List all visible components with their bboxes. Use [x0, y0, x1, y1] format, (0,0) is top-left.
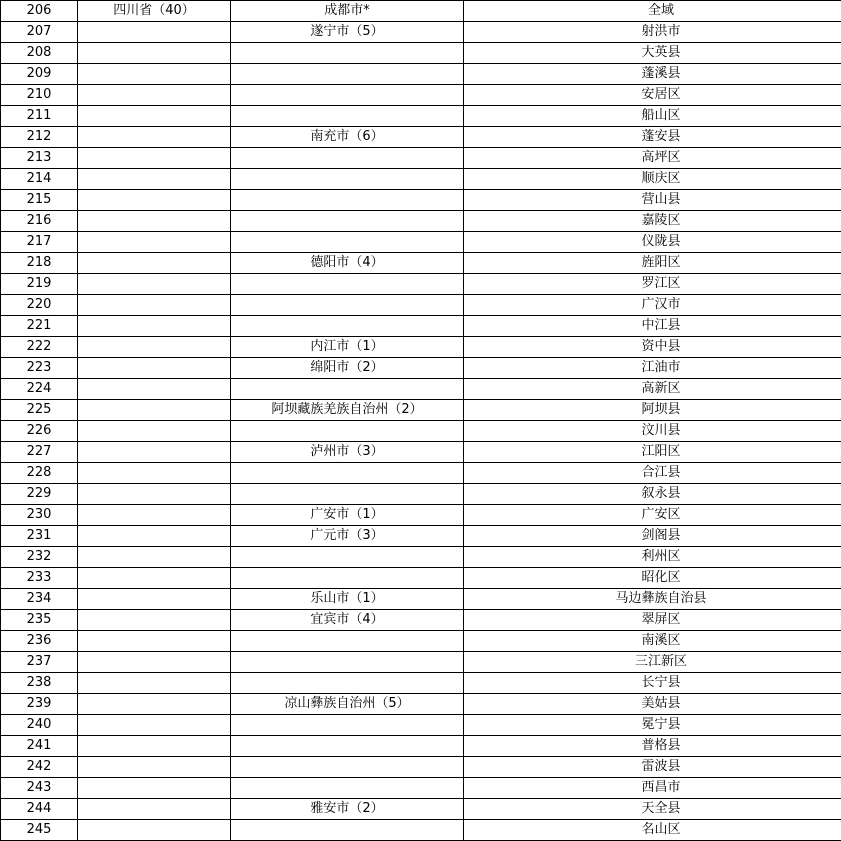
cell-area: 高坪区 [464, 148, 841, 169]
cell-province [78, 400, 231, 421]
cell-province [78, 106, 231, 127]
cell-index: 219 [1, 274, 78, 295]
cell-province [78, 526, 231, 547]
cell-province [78, 820, 231, 841]
cell-index: 238 [1, 673, 78, 694]
table-row [1, 316, 841, 337]
table-row [1, 337, 841, 358]
cell-city [231, 295, 464, 316]
cell-province [78, 673, 231, 694]
cell-index: 226 [1, 421, 78, 442]
cell-city [231, 421, 464, 442]
cell-index: 236 [1, 631, 78, 652]
cell-city [231, 274, 464, 295]
cell-area: 合江县 [464, 463, 841, 484]
cell-area: 安居区 [464, 85, 841, 106]
cell-index: 207 [1, 22, 78, 43]
cell-area: 旌阳区 [464, 253, 841, 274]
cell-province [78, 22, 231, 43]
cell-index: 228 [1, 463, 78, 484]
cell-province [78, 253, 231, 274]
cell-area: 普格县 [464, 736, 841, 757]
cell-index: 242 [1, 757, 78, 778]
cell-province [78, 148, 231, 169]
cell-province [78, 610, 231, 631]
cell-area: 射洪市 [464, 22, 841, 43]
cell-index: 237 [1, 652, 78, 673]
table-row [1, 253, 841, 274]
cell-index: 213 [1, 148, 78, 169]
cell-province [78, 421, 231, 442]
cell-index: 216 [1, 211, 78, 232]
cell-province: 四川省（40） [78, 1, 231, 22]
cell-area: 剑阁县 [464, 526, 841, 547]
cell-index: 215 [1, 190, 78, 211]
cell-province [78, 316, 231, 337]
cell-province [78, 64, 231, 85]
cell-index: 231 [1, 526, 78, 547]
cell-city: 雅安市（2） [231, 799, 464, 820]
cell-index: 240 [1, 715, 78, 736]
table-row [1, 211, 841, 232]
table-row [1, 295, 841, 316]
cell-city: 泸州市（3） [231, 442, 464, 463]
cell-index: 227 [1, 442, 78, 463]
cell-province [78, 43, 231, 64]
cell-index: 232 [1, 547, 78, 568]
cell-area: 名山区 [464, 820, 841, 841]
cell-area: 蓬溪县 [464, 64, 841, 85]
cell-province [78, 778, 231, 799]
cell-province [78, 589, 231, 610]
cell-area: 中江县 [464, 316, 841, 337]
cell-province [78, 190, 231, 211]
cell-province [78, 337, 231, 358]
table-row [1, 358, 841, 379]
cell-index: 234 [1, 589, 78, 610]
cell-index: 206 [1, 1, 78, 22]
table-row [1, 715, 841, 736]
cell-city [231, 736, 464, 757]
table-row [1, 232, 841, 253]
cell-city [231, 148, 464, 169]
table-row [1, 106, 841, 127]
cell-city: 广安市（1） [231, 505, 464, 526]
cell-province [78, 379, 231, 400]
table-row [1, 610, 841, 631]
table-row [1, 820, 841, 841]
cell-province [78, 232, 231, 253]
table-row [1, 568, 841, 589]
cell-city [231, 463, 464, 484]
cell-city: 广元市（3） [231, 526, 464, 547]
cell-province [78, 505, 231, 526]
cell-province [78, 274, 231, 295]
cell-index: 225 [1, 400, 78, 421]
cell-province [78, 463, 231, 484]
cell-area: 广安区 [464, 505, 841, 526]
cell-index: 208 [1, 43, 78, 64]
table-row [1, 589, 841, 610]
cell-area: 翠屏区 [464, 610, 841, 631]
cell-index: 210 [1, 85, 78, 106]
cell-province [78, 295, 231, 316]
table-row [1, 652, 841, 673]
cell-city [231, 715, 464, 736]
cell-area: 南溪区 [464, 631, 841, 652]
cell-city [231, 547, 464, 568]
table-row [1, 190, 841, 211]
cell-area: 长宁县 [464, 673, 841, 694]
cell-city [231, 106, 464, 127]
cell-area: 江油市 [464, 358, 841, 379]
cell-city [231, 316, 464, 337]
table-row [1, 379, 841, 400]
cell-province [78, 757, 231, 778]
table-row [1, 757, 841, 778]
cell-index: 221 [1, 316, 78, 337]
cell-area: 美姑县 [464, 694, 841, 715]
table-row [1, 1, 841, 22]
table-row [1, 631, 841, 652]
cell-index: 211 [1, 106, 78, 127]
table-row [1, 484, 841, 505]
cell-area: 汶川县 [464, 421, 841, 442]
cell-index: 230 [1, 505, 78, 526]
cell-city [231, 778, 464, 799]
cell-index: 235 [1, 610, 78, 631]
cell-city: 成都市* [231, 1, 464, 22]
cell-area: 船山区 [464, 106, 841, 127]
table-row [1, 526, 841, 547]
cell-city [231, 631, 464, 652]
cell-city: 绵阳市（2） [231, 358, 464, 379]
cell-city: 遂宁市（5） [231, 22, 464, 43]
cell-area: 西昌市 [464, 778, 841, 799]
cell-area: 江阳区 [464, 442, 841, 463]
cell-area: 嘉陵区 [464, 211, 841, 232]
cell-city [231, 652, 464, 673]
cell-city [231, 484, 464, 505]
table-row [1, 421, 841, 442]
cell-province [78, 85, 231, 106]
cell-province [78, 652, 231, 673]
cell-city [231, 232, 464, 253]
table-row [1, 85, 841, 106]
cell-province [78, 694, 231, 715]
table-row [1, 127, 841, 148]
cell-area: 仪陇县 [464, 232, 841, 253]
cell-area: 广汉市 [464, 295, 841, 316]
cell-city: 乐山市（1） [231, 589, 464, 610]
cell-province [78, 568, 231, 589]
cell-province [78, 484, 231, 505]
cell-index: 214 [1, 169, 78, 190]
cell-city: 凉山彝族自治州（5） [231, 694, 464, 715]
table-row [1, 43, 841, 64]
cell-area: 雷波县 [464, 757, 841, 778]
cell-area: 利州区 [464, 547, 841, 568]
cell-province [78, 799, 231, 820]
cell-province [78, 736, 231, 757]
cell-area: 罗江区 [464, 274, 841, 295]
cell-city [231, 211, 464, 232]
cell-province [78, 127, 231, 148]
cell-index: 223 [1, 358, 78, 379]
cell-index: 209 [1, 64, 78, 85]
table-row [1, 736, 841, 757]
cell-city [231, 169, 464, 190]
cell-city: 南充市（6） [231, 127, 464, 148]
table-row [1, 673, 841, 694]
cell-area: 阿坝县 [464, 400, 841, 421]
table-row [1, 778, 841, 799]
cell-area: 顺庆区 [464, 169, 841, 190]
cell-index: 224 [1, 379, 78, 400]
cell-area: 叙永县 [464, 484, 841, 505]
table-row [1, 799, 841, 820]
table-row [1, 463, 841, 484]
cell-index: 212 [1, 127, 78, 148]
table-row [1, 22, 841, 43]
cell-province [78, 442, 231, 463]
cell-province [78, 211, 231, 232]
cell-area: 昭化区 [464, 568, 841, 589]
cell-city [231, 757, 464, 778]
cell-province [78, 631, 231, 652]
cell-province [78, 358, 231, 379]
cell-index: 229 [1, 484, 78, 505]
cell-province [78, 715, 231, 736]
cell-area: 三江新区 [464, 652, 841, 673]
cell-index: 239 [1, 694, 78, 715]
cell-city [231, 673, 464, 694]
cell-area: 天全县 [464, 799, 841, 820]
cell-area: 冕宁县 [464, 715, 841, 736]
table-row [1, 148, 841, 169]
cell-area: 蓬安县 [464, 127, 841, 148]
table-row [1, 547, 841, 568]
cell-area: 全域 [464, 1, 841, 22]
cell-index: 233 [1, 568, 78, 589]
cell-city [231, 190, 464, 211]
table-body [1, 1, 841, 841]
table-row [1, 505, 841, 526]
cell-index: 243 [1, 778, 78, 799]
cell-area: 大英县 [464, 43, 841, 64]
cell-area: 营山县 [464, 190, 841, 211]
table-row [1, 400, 841, 421]
table-row [1, 274, 841, 295]
cell-city [231, 379, 464, 400]
table-row [1, 64, 841, 85]
cell-city: 内江市（1） [231, 337, 464, 358]
cell-index: 222 [1, 337, 78, 358]
cell-index: 220 [1, 295, 78, 316]
cell-index: 217 [1, 232, 78, 253]
cell-province [78, 169, 231, 190]
cell-area: 高新区 [464, 379, 841, 400]
cell-area: 资中县 [464, 337, 841, 358]
cell-area: 马边彝族自治县 [464, 589, 841, 610]
cell-index: 218 [1, 253, 78, 274]
cell-city: 德阳市（4） [231, 253, 464, 274]
cell-index: 241 [1, 736, 78, 757]
cell-index: 244 [1, 799, 78, 820]
cell-city [231, 43, 464, 64]
cell-city [231, 820, 464, 841]
cell-index: 245 [1, 820, 78, 841]
cell-city: 宜宾市（4） [231, 610, 464, 631]
cell-city [231, 568, 464, 589]
cell-province [78, 547, 231, 568]
table-row [1, 694, 841, 715]
table-row [1, 169, 841, 190]
cell-city [231, 64, 464, 85]
cell-city [231, 85, 464, 106]
cell-city: 阿坝藏族羌族自治州（2） [231, 400, 464, 421]
table-row [1, 442, 841, 463]
